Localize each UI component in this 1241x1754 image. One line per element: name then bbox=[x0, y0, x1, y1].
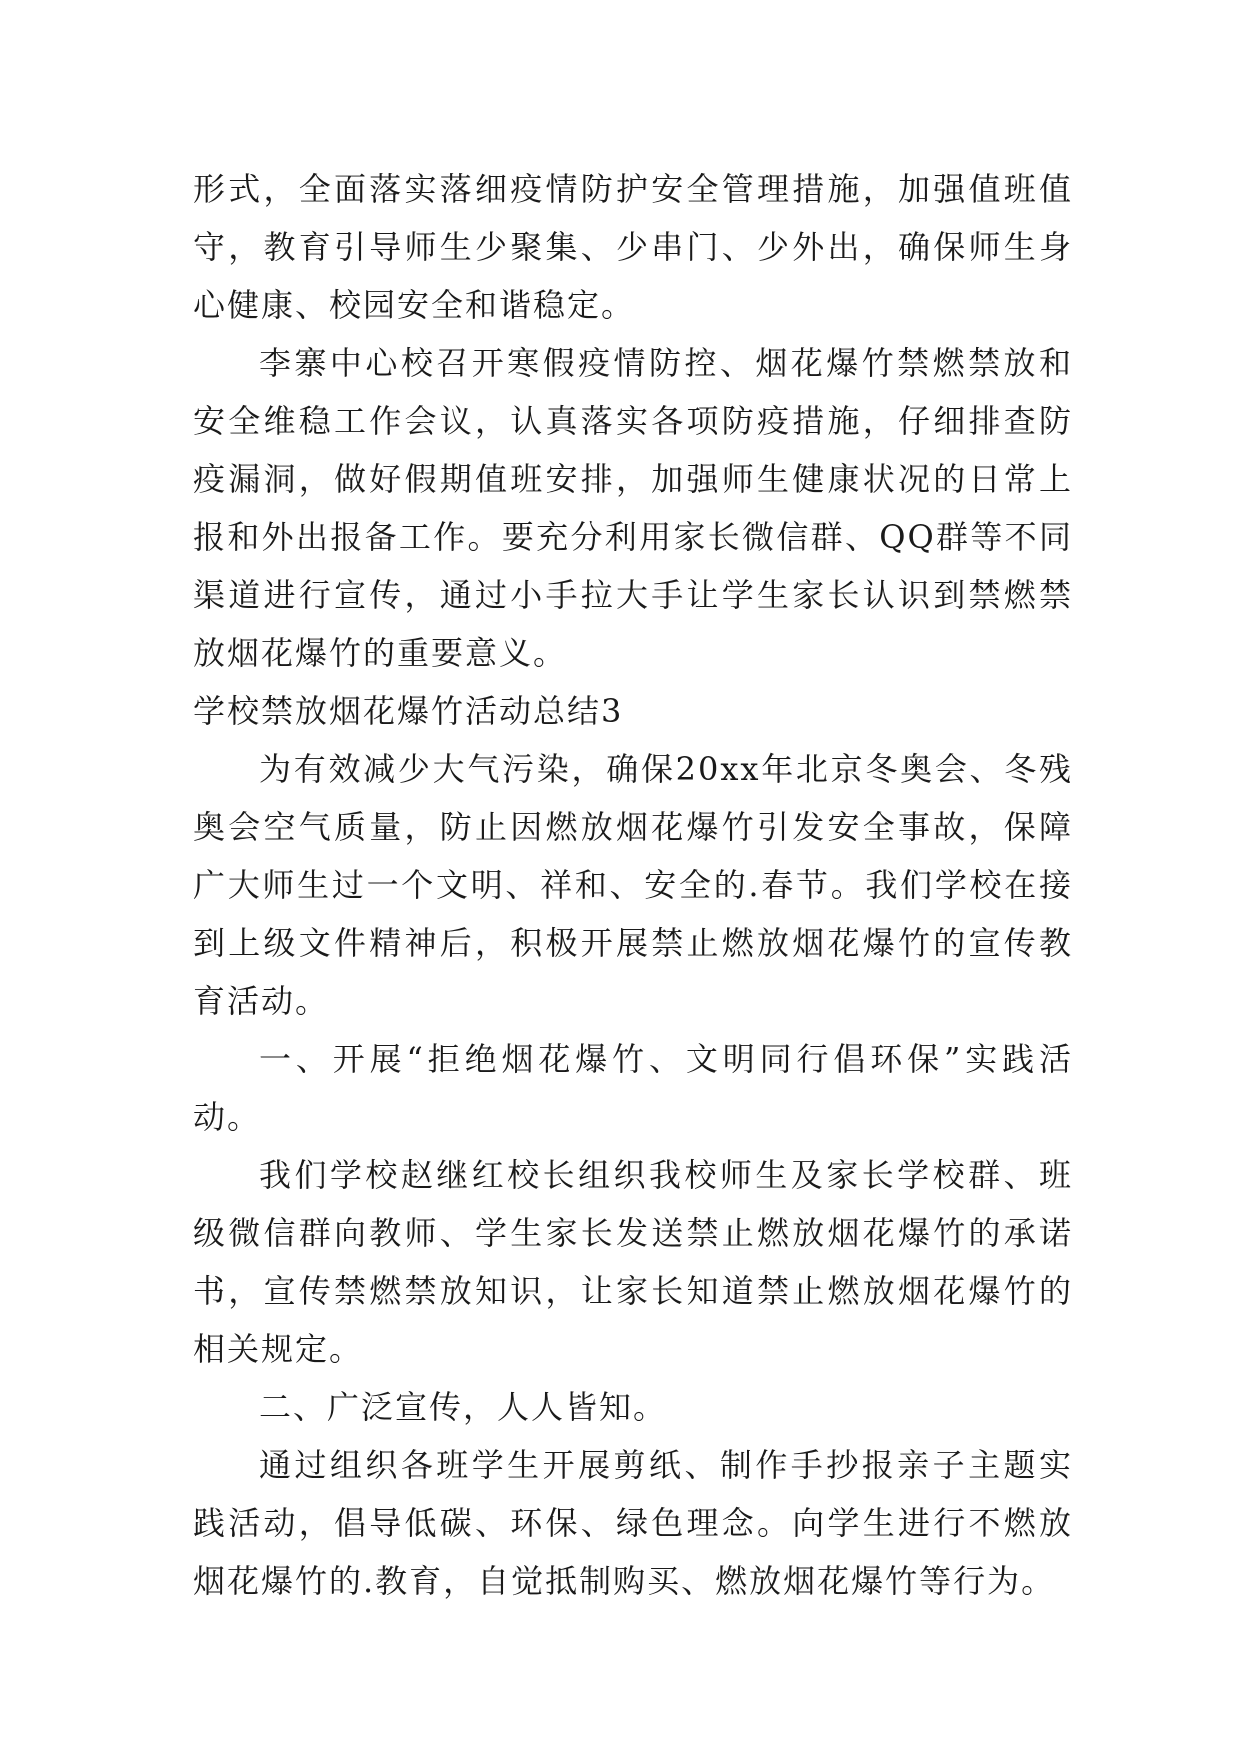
paragraph-point-two-title: 二、广泛宣传，人人皆知。 bbox=[259, 1388, 668, 1426]
paragraph-continuation: 形式，全面落实落细疫情防护安全管理措施，加强值班值守，教育引导师生少聚集、少串门、少外出，确保师生身心健康、校园安全和谐稳定。 bbox=[193, 170, 1073, 324]
paragraph-point-one-body: 我们学校赵继红校长组织我校师生及家长学校群、班级微信群向教师、学生家长发送禁止燃放烟花爆竹的承诺书，宣传禁燃禁放知识，让家长知道禁止燃放烟花爆竹的相关规定。 bbox=[193, 1156, 1073, 1368]
paragraph-meeting: 李寨中心校召开寒假疫情防控、烟花爆竹禁燃禁放和安全维稳工作会议，认真落实各项防疫措施，仔细排查防疫漏洞，做好假期值班安排，加强师生健康状况的日常上报和外出报备工作。要充分利用家长微信群、QQ群等不同渠道进行宣传，通过小手拉大手让学生家长认识到禁燃禁放烟花爆竹的重要意义。 bbox=[193, 344, 1073, 672]
paragraph-point-one-title: 一、开展“拒绝烟花爆竹、文明同行倡环保”实践活动。 bbox=[193, 1040, 1073, 1136]
paragraph-point-two-body: 通过组织各班学生开展剪纸、制作手抄报亲子主题实践活动，倡导低碳、环保、绿色理念。向学生进行不燃放烟花爆竹的.教育，自觉抵制购买、燃放烟花爆竹等行为。 bbox=[193, 1446, 1073, 1600]
paragraph-intro: 为有效减少大气污染，确保20xx年北京冬奥会、冬残奥会空气质量，防止因燃放烟花爆竹引发安全事故，保障广大师生过一个文明、祥和、安全的.春节。我们学校在接到上级文件精神后，积极开展禁止燃放烟花爆竹的宣传教育活动。 bbox=[193, 750, 1073, 1020]
document-body bbox=[193, 160, 1073, 1610]
section-heading: 学校禁放烟花爆竹活动总结3 bbox=[193, 692, 624, 730]
